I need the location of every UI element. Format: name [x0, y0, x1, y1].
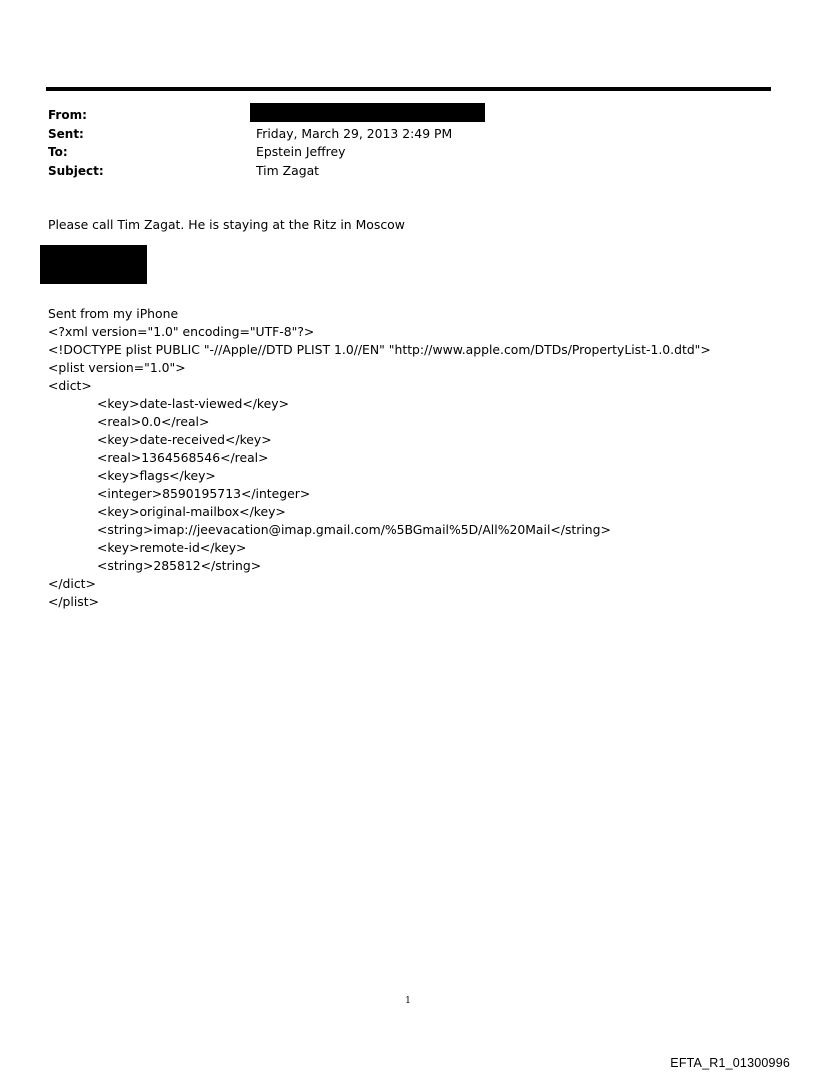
plist-line: <integer>8590195713</integer> — [97, 486, 311, 501]
plist-line: <!DOCTYPE plist PUBLIC "-//Apple//DTD PLIST 1.0//EN" "http://www.apple.com/DTDs/PropertyList-1.0.dtd"> — [48, 342, 711, 357]
header-row-to — [48, 143, 648, 162]
plist-line: <dict> — [48, 378, 92, 393]
plist-line: <key>original-mailbox</key> — [97, 504, 286, 519]
redaction-box-body — [40, 245, 147, 284]
plist-line: </plist> — [48, 594, 100, 609]
plist-line: <key>flags</key> — [97, 468, 216, 483]
sent-value: Friday, March 29, 2013 2:49 PM — [256, 125, 453, 141]
plist-line: <key>date-received</key> — [97, 432, 272, 447]
email-body: Please call Tim Zagat. He is staying at the Ritz in Moscow — [48, 217, 405, 232]
plist-line: <string>285812</string> — [97, 558, 262, 573]
redaction-box-sender — [250, 103, 485, 122]
to-label: To: — [48, 145, 68, 159]
sent-label: Sent: — [48, 126, 84, 141]
header-row-subject — [48, 162, 648, 181]
header-row-sent — [48, 125, 648, 144]
from-label: From: — [48, 108, 87, 122]
subject-label: Subject: — [48, 163, 104, 178]
plist-line: <?xml version="1.0" encoding="UTF-8"?> — [48, 324, 315, 339]
plist-line: <key>date-last-viewed</key> — [97, 396, 289, 411]
plist-block — [48, 305, 711, 611]
to-value: Epstein Jeffrey — [256, 144, 346, 159]
plist-line: <real>1364568546</real> — [97, 450, 269, 465]
plist-line: <real>0.0</real> — [97, 414, 210, 429]
subject-value: Tim Zagat — [256, 162, 320, 178]
page-number: 1 — [405, 996, 411, 1006]
header-rule — [46, 87, 771, 91]
plist-line: </dict> — [48, 576, 96, 591]
plist-line: <key>remote-id</key> — [97, 540, 247, 555]
plist-line: Sent from my iPhone — [48, 306, 179, 321]
bates-number: EFTA_R1_01300996 — [670, 1056, 790, 1070]
plist-line: <string>imap://jeevacation@imap.gmail.com/%5BGmail%5D/All%20Mail</string> — [97, 522, 611, 537]
plist-line: <plist version="1.0"> — [48, 360, 186, 375]
